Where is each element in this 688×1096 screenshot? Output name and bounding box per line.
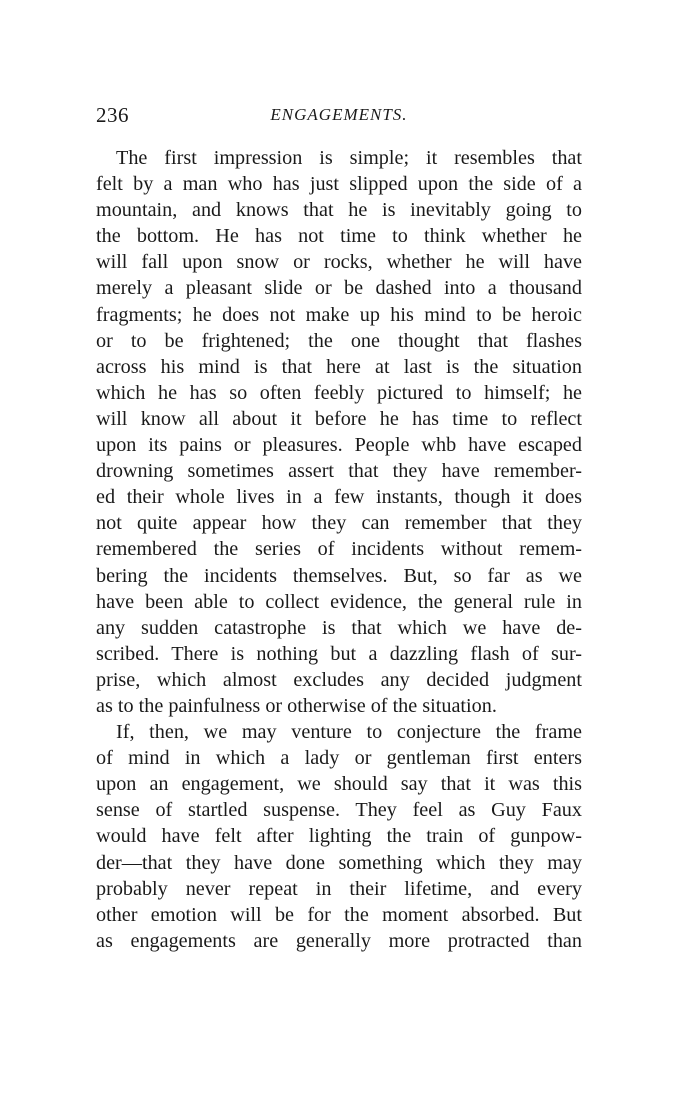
text-line: remembered the series of incidents without remem-	[96, 538, 582, 561]
text-line: sense of startled suspense. They feel as Guy Faux	[96, 799, 582, 822]
text-line: across his mind is that here at last is the situation	[96, 355, 582, 378]
text-line: felt by a man who has just slipped upon the side of a	[96, 173, 582, 196]
text-line: der—that they have done something which they may	[96, 851, 582, 874]
text-line: upon its pains or pleasures. People whb have escaped	[96, 434, 582, 457]
text-line: probably never repeat in their lifetime, and every	[96, 877, 582, 900]
body-text	[96, 145, 582, 954]
text-line: mountain, and knows that he is inevitably going to	[96, 199, 582, 222]
page-number: 236	[96, 103, 129, 127]
text-line: would have felt after lighting the train of gunpow-	[96, 825, 582, 848]
text-line: bering the incidents themselves. But, so far as we	[96, 564, 582, 587]
running-head: ENGAGEMENTS.	[270, 105, 408, 124]
text-line: prise, which almost excludes any decided judgment	[96, 668, 582, 691]
paragraph	[96, 719, 582, 954]
text-line: of mind in which a lady or gentleman first enters	[96, 747, 582, 770]
text-line: have been able to collect evidence, the general rule in	[96, 590, 582, 613]
text-line: If, then, we may venture to conjecture the frame	[116, 721, 582, 744]
text-line: other emotion will be for the moment absorbed. But	[96, 903, 582, 926]
text-line: the bottom. He has not time to think whether he	[96, 225, 582, 248]
text-line: will fall upon snow or rocks, whether he will have	[96, 251, 582, 274]
text-line: upon an engagement, we should say that it was this	[96, 773, 582, 796]
paragraph	[96, 145, 582, 719]
text-line: as engagements are generally more protracted than	[96, 929, 582, 952]
text-line: which he has so often feebly pictured to himself; he	[96, 381, 582, 404]
text-line: fragments; he does not make up his mind to be heroic	[96, 303, 582, 326]
page-header	[96, 100, 582, 130]
text-line: will know all about it before he has time to reflect	[96, 407, 582, 430]
text-line: drowning sometimes assert that they have remember-	[96, 460, 582, 483]
text-line: The first impression is simple; it resembles that	[116, 147, 582, 169]
text-line: or to be frightened; the one thought that flashes	[96, 329, 582, 352]
text-line: any sudden catastrophe is that which we have de-	[96, 616, 582, 639]
text-line: not quite appear how they can remember that they	[96, 512, 582, 535]
text-line: merely a pleasant slide or be dashed into a thousand	[96, 277, 582, 300]
text-line: ed their whole lives in a few instants, though it does	[96, 486, 582, 509]
text-line: as to the painfulness or otherwise of the situation.	[96, 694, 497, 717]
text-line: scribed. There is nothing but a dazzling flash of sur-	[96, 642, 582, 665]
